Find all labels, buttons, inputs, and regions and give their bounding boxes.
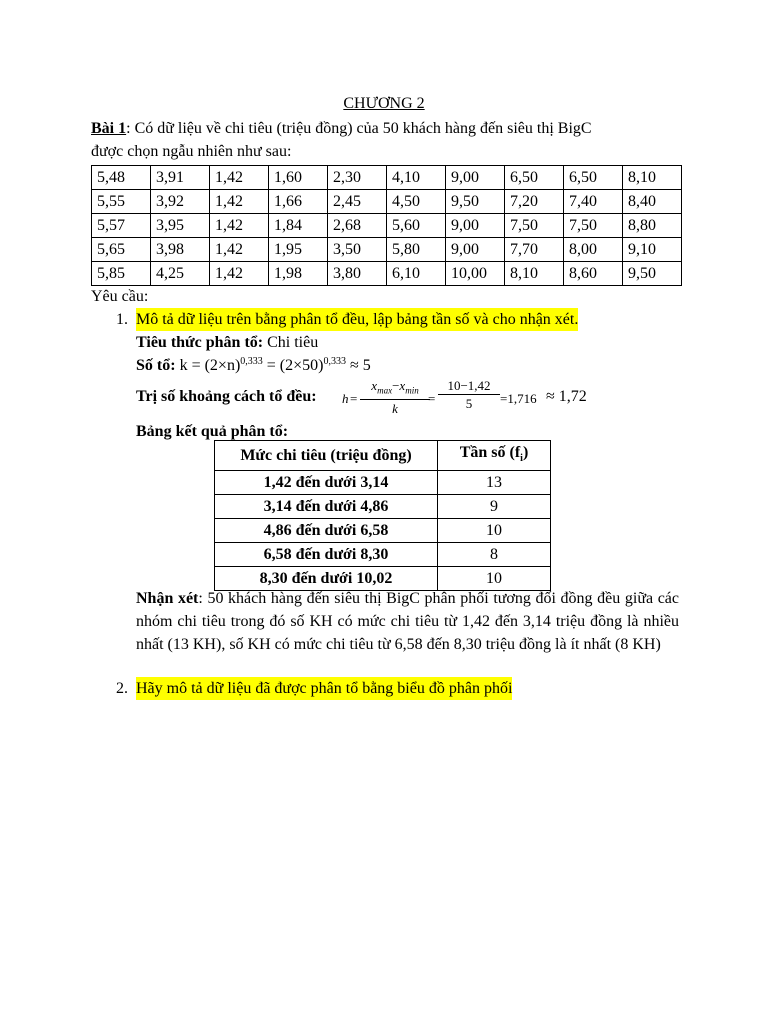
table-cell: 7,40: [564, 190, 623, 214]
remark-label: Nhận xét: [136, 590, 199, 607]
formula-h: h: [342, 391, 349, 406]
formula-eq-1: =: [350, 391, 358, 406]
frequency-table-header: [215, 441, 551, 471]
table-cell: 1,95: [269, 238, 328, 262]
formula-fraction-1: [360, 378, 430, 418]
table-cell: 8,40: [623, 190, 682, 214]
header-frequency-close: ): [522, 444, 529, 461]
table-cell: 9,50: [623, 262, 682, 286]
table-cell: 9,00: [446, 214, 505, 238]
table-row: [215, 519, 551, 543]
table-cell: 3,98: [151, 238, 210, 262]
formula-minus: −: [392, 378, 400, 393]
table-cell: 10,00: [446, 262, 505, 286]
tieu-thuc-line: [136, 331, 318, 354]
so-to-part-c: ≈ 5: [345, 357, 371, 374]
header-range: Mức chi tiêu (triệu đồng): [215, 441, 438, 471]
table-cell: 9,00: [446, 238, 505, 262]
header-frequency: [438, 441, 551, 471]
khoang-cach-label-text: Trị số khoảng cách tổ đều:: [136, 388, 317, 405]
table-cell: 6,50: [564, 166, 623, 190]
table-cell: 3,91: [151, 166, 210, 190]
formula-xmax-sub: max: [377, 385, 393, 396]
table-cell: 8,60: [564, 262, 623, 286]
table-cell: 5,80: [387, 238, 446, 262]
table-row: [92, 166, 682, 190]
tieu-thuc-label: Tiêu thức phân tổ:: [136, 334, 264, 351]
table-cell: 5,65: [92, 238, 151, 262]
table-cell: 4,50: [387, 190, 446, 214]
range-cell: 6,58 đến dưới 8,30: [215, 543, 438, 567]
table-cell: 7,70: [505, 238, 564, 262]
table-cell: 1,42: [210, 214, 269, 238]
table-cell: 3,80: [328, 262, 387, 286]
table-cell: 1,84: [269, 214, 328, 238]
table-row: [92, 214, 682, 238]
table-cell: 8,80: [623, 214, 682, 238]
item-number: 1.: [116, 311, 128, 328]
formula-xmax: x: [371, 378, 378, 393]
table-row: [215, 543, 551, 567]
item-text: Hãy mô tả dữ liệu đã được phân tổ bằng biểu đồ phân phối: [136, 677, 512, 700]
so-to-exp-1: 0,333: [240, 356, 263, 367]
table-cell: 9,10: [623, 238, 682, 262]
table-cell: 2,45: [328, 190, 387, 214]
table-cell: 5,85: [92, 262, 151, 286]
table-cell: 1,42: [210, 190, 269, 214]
formula-fraction-2: [438, 378, 500, 413]
raw-data-table: [91, 165, 682, 286]
table-cell: 3,92: [151, 190, 210, 214]
formula-xmin: x: [399, 378, 406, 393]
remark-text: : 50 khách hàng đến siêu thị BigC phân phối tương đối đồng đều giữa các nhóm chi tiêu trong đó số KH có mức chi tiêu từ 1,42 đến 3,14 triệu đồng là nhiều nhất (13 KH), số KH có mức chi tiêu từ 6,58 đến 8,30 triệu đồng là ít nhất (8 KH): [136, 590, 680, 653]
exercise-intro: [91, 117, 679, 163]
formula-xmin-sub: min: [405, 385, 419, 396]
frequency-cell: 9: [438, 495, 551, 519]
tieu-thuc-value: Chi tiêu: [263, 334, 319, 351]
so-to-exp-2: 0,333: [323, 356, 346, 367]
requirements-label: Yêu cầu:: [91, 288, 149, 305]
formula-eq-2: =: [428, 391, 436, 406]
table-row: [92, 190, 682, 214]
table-cell: 8,00: [564, 238, 623, 262]
table-cell: 1,60: [269, 166, 328, 190]
so-to-line: [136, 354, 371, 377]
table-cell: 3,95: [151, 214, 210, 238]
frequency-table: [214, 440, 551, 591]
frequency-cell: 8: [438, 543, 551, 567]
table-cell: 5,60: [387, 214, 446, 238]
formula-den-2: 5: [465, 396, 473, 411]
remark-paragraph: [136, 587, 679, 656]
khoang-cach-label: [136, 385, 317, 408]
exercise-label: Bài 1: [91, 120, 127, 137]
frequency-cell: 13: [438, 471, 551, 495]
result-table-label-text: Bảng kết quả phân tổ:: [136, 423, 289, 440]
table-cell: 1,42: [210, 262, 269, 286]
so-to-part-b: = (2×50): [262, 357, 324, 374]
table-cell: 2,68: [328, 214, 387, 238]
formula-k: k: [392, 400, 398, 416]
table-cell: 4,25: [151, 262, 210, 286]
item-text: Mô tả dữ liệu trên bằng phân tổ đều, lập bảng tần số và cho nhận xét.: [136, 308, 578, 331]
table-cell: 8,10: [505, 262, 564, 286]
so-to-label: Số tổ:: [136, 357, 176, 374]
table-row: [92, 262, 682, 286]
table-row: [92, 238, 682, 262]
table-cell: 3,50: [328, 238, 387, 262]
chapter-title: CHƯƠNG 2: [343, 95, 425, 112]
table-cell: 5,55: [92, 190, 151, 214]
so-to-part-a: k = (2×n): [175, 357, 241, 374]
formula-num-3: 10−1,42: [438, 378, 500, 395]
range-cell: 3,14 đến dưới 4,86: [215, 495, 438, 519]
formula-approx: ≈ 1,72: [546, 388, 587, 405]
table-cell: 2,30: [328, 166, 387, 190]
range-cell: 1,42 đến dưới 3,14: [215, 471, 438, 495]
table-cell: 6,10: [387, 262, 446, 286]
table-cell: 9,00: [446, 166, 505, 190]
table-cell: 5,48: [92, 166, 151, 190]
table-cell: 1,66: [269, 190, 328, 214]
table-cell: 1,42: [210, 166, 269, 190]
header-frequency-sub: i: [520, 453, 523, 465]
item-number: 2.: [116, 680, 128, 697]
formula-result: =1,716: [500, 391, 537, 406]
table-cell: 8,10: [623, 166, 682, 190]
intro-text-1: : Có dữ liệu về chi tiêu (triệu đồng) của 50 khách hàng đến siêu thị BigC: [126, 120, 592, 137]
table-cell: 4,10: [387, 166, 446, 190]
table-row: [215, 471, 551, 495]
header-frequency-text: Tần số (f: [459, 444, 521, 461]
table-cell: 7,50: [564, 214, 623, 238]
table-cell: 1,98: [269, 262, 328, 286]
table-cell: 6,50: [505, 166, 564, 190]
table-cell: 1,42: [210, 238, 269, 262]
table-cell: 7,20: [505, 190, 564, 214]
frequency-cell: 10: [438, 567, 551, 591]
frequency-cell: 10: [438, 519, 551, 543]
table-row: [215, 495, 551, 519]
table-cell: 9,50: [446, 190, 505, 214]
range-cell: 8,30 đến dưới 10,02: [215, 567, 438, 591]
intro-text-2: được chọn ngẫu nhiên như sau:: [91, 143, 292, 160]
range-cell: 4,86 đến dưới 6,58: [215, 519, 438, 543]
table-cell: 5,57: [92, 214, 151, 238]
table-cell: 7,50: [505, 214, 564, 238]
